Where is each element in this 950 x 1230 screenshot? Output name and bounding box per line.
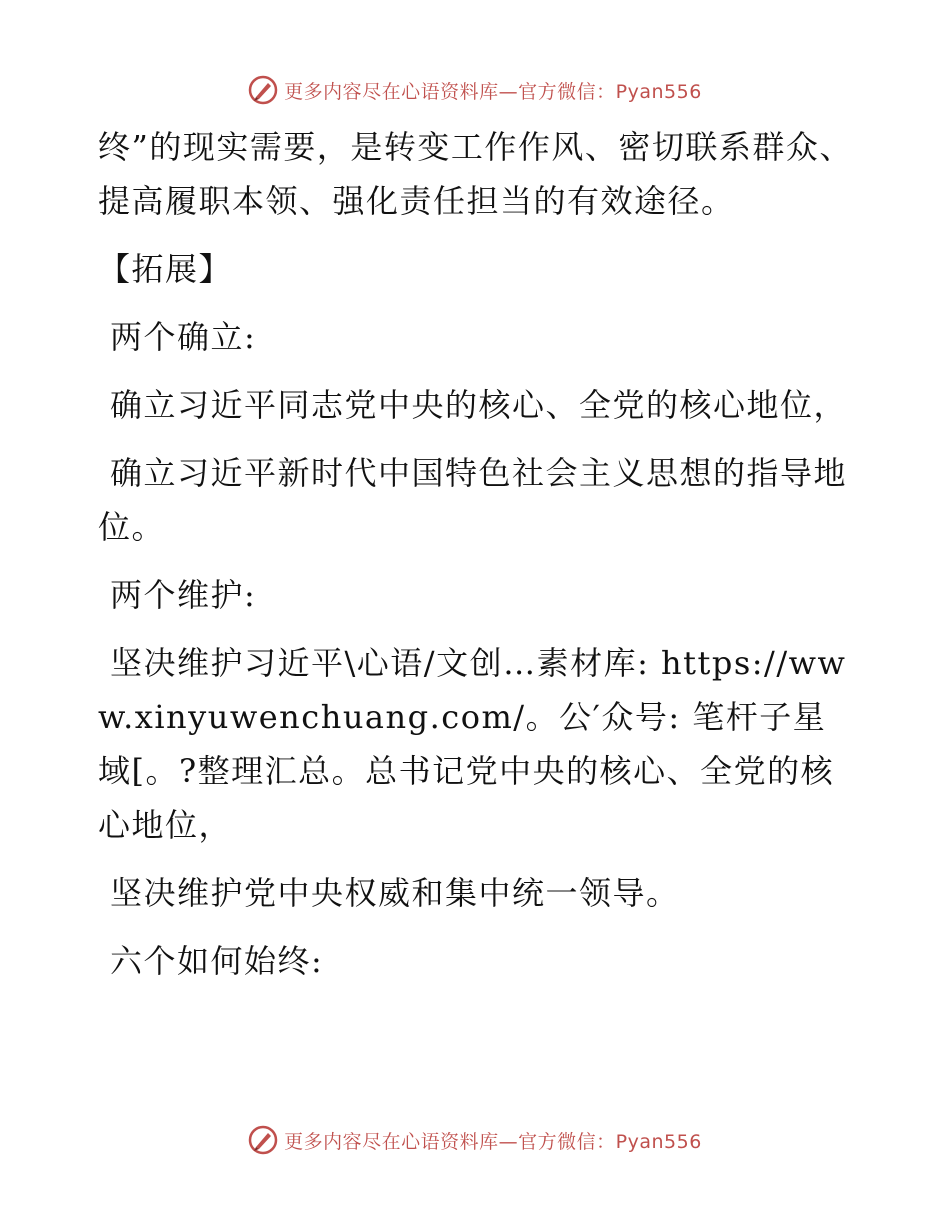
- footer-watermark-banner: [0, 1120, 950, 1160]
- section-heading-expansion: 【拓展】: [98, 250, 233, 288]
- paragraph-continuation: 终”的现实需要，是转变工作作风、密切联系群众、提高履职本领、强化责任担当的有效途径。: [98, 128, 853, 220]
- heading-six-hows: 六个如何始终:: [110, 942, 324, 980]
- header-banner-text: 更多内容尽在心语资料库—官方微信：Pyan556: [284, 80, 702, 103]
- pen-logo-icon: [248, 1125, 278, 1155]
- paragraph-safeguard-1: 坚决维护习近平\心语/文创…素材库: https://www.xinyuwenchuang.com/。公′众号: 笔杆子星域[。?整理汇总。总书记党中央的核心、全党的核心地位，: [98, 644, 847, 844]
- header-watermark-banner: [0, 70, 950, 110]
- footer-banner-text: 更多内容尽在心语资料库—官方微信：Pyan556: [284, 1130, 702, 1153]
- paragraph-safeguard-2: 坚决维护党中央权威和集中统一领导。: [110, 874, 680, 912]
- heading-two-establishments: 两个确立:: [110, 318, 257, 356]
- heading-two-safeguards: 两个维护:: [110, 576, 257, 614]
- paragraph-establishment-2: 确立习近平新时代中国特色社会主义思想的指导地位。: [98, 454, 848, 546]
- pen-logo-icon: [248, 75, 278, 105]
- paragraph-establishment-1: 确立习近平同志党中央的核心、全党的核心地位，: [110, 386, 848, 424]
- document-body: [98, 120, 858, 1002]
